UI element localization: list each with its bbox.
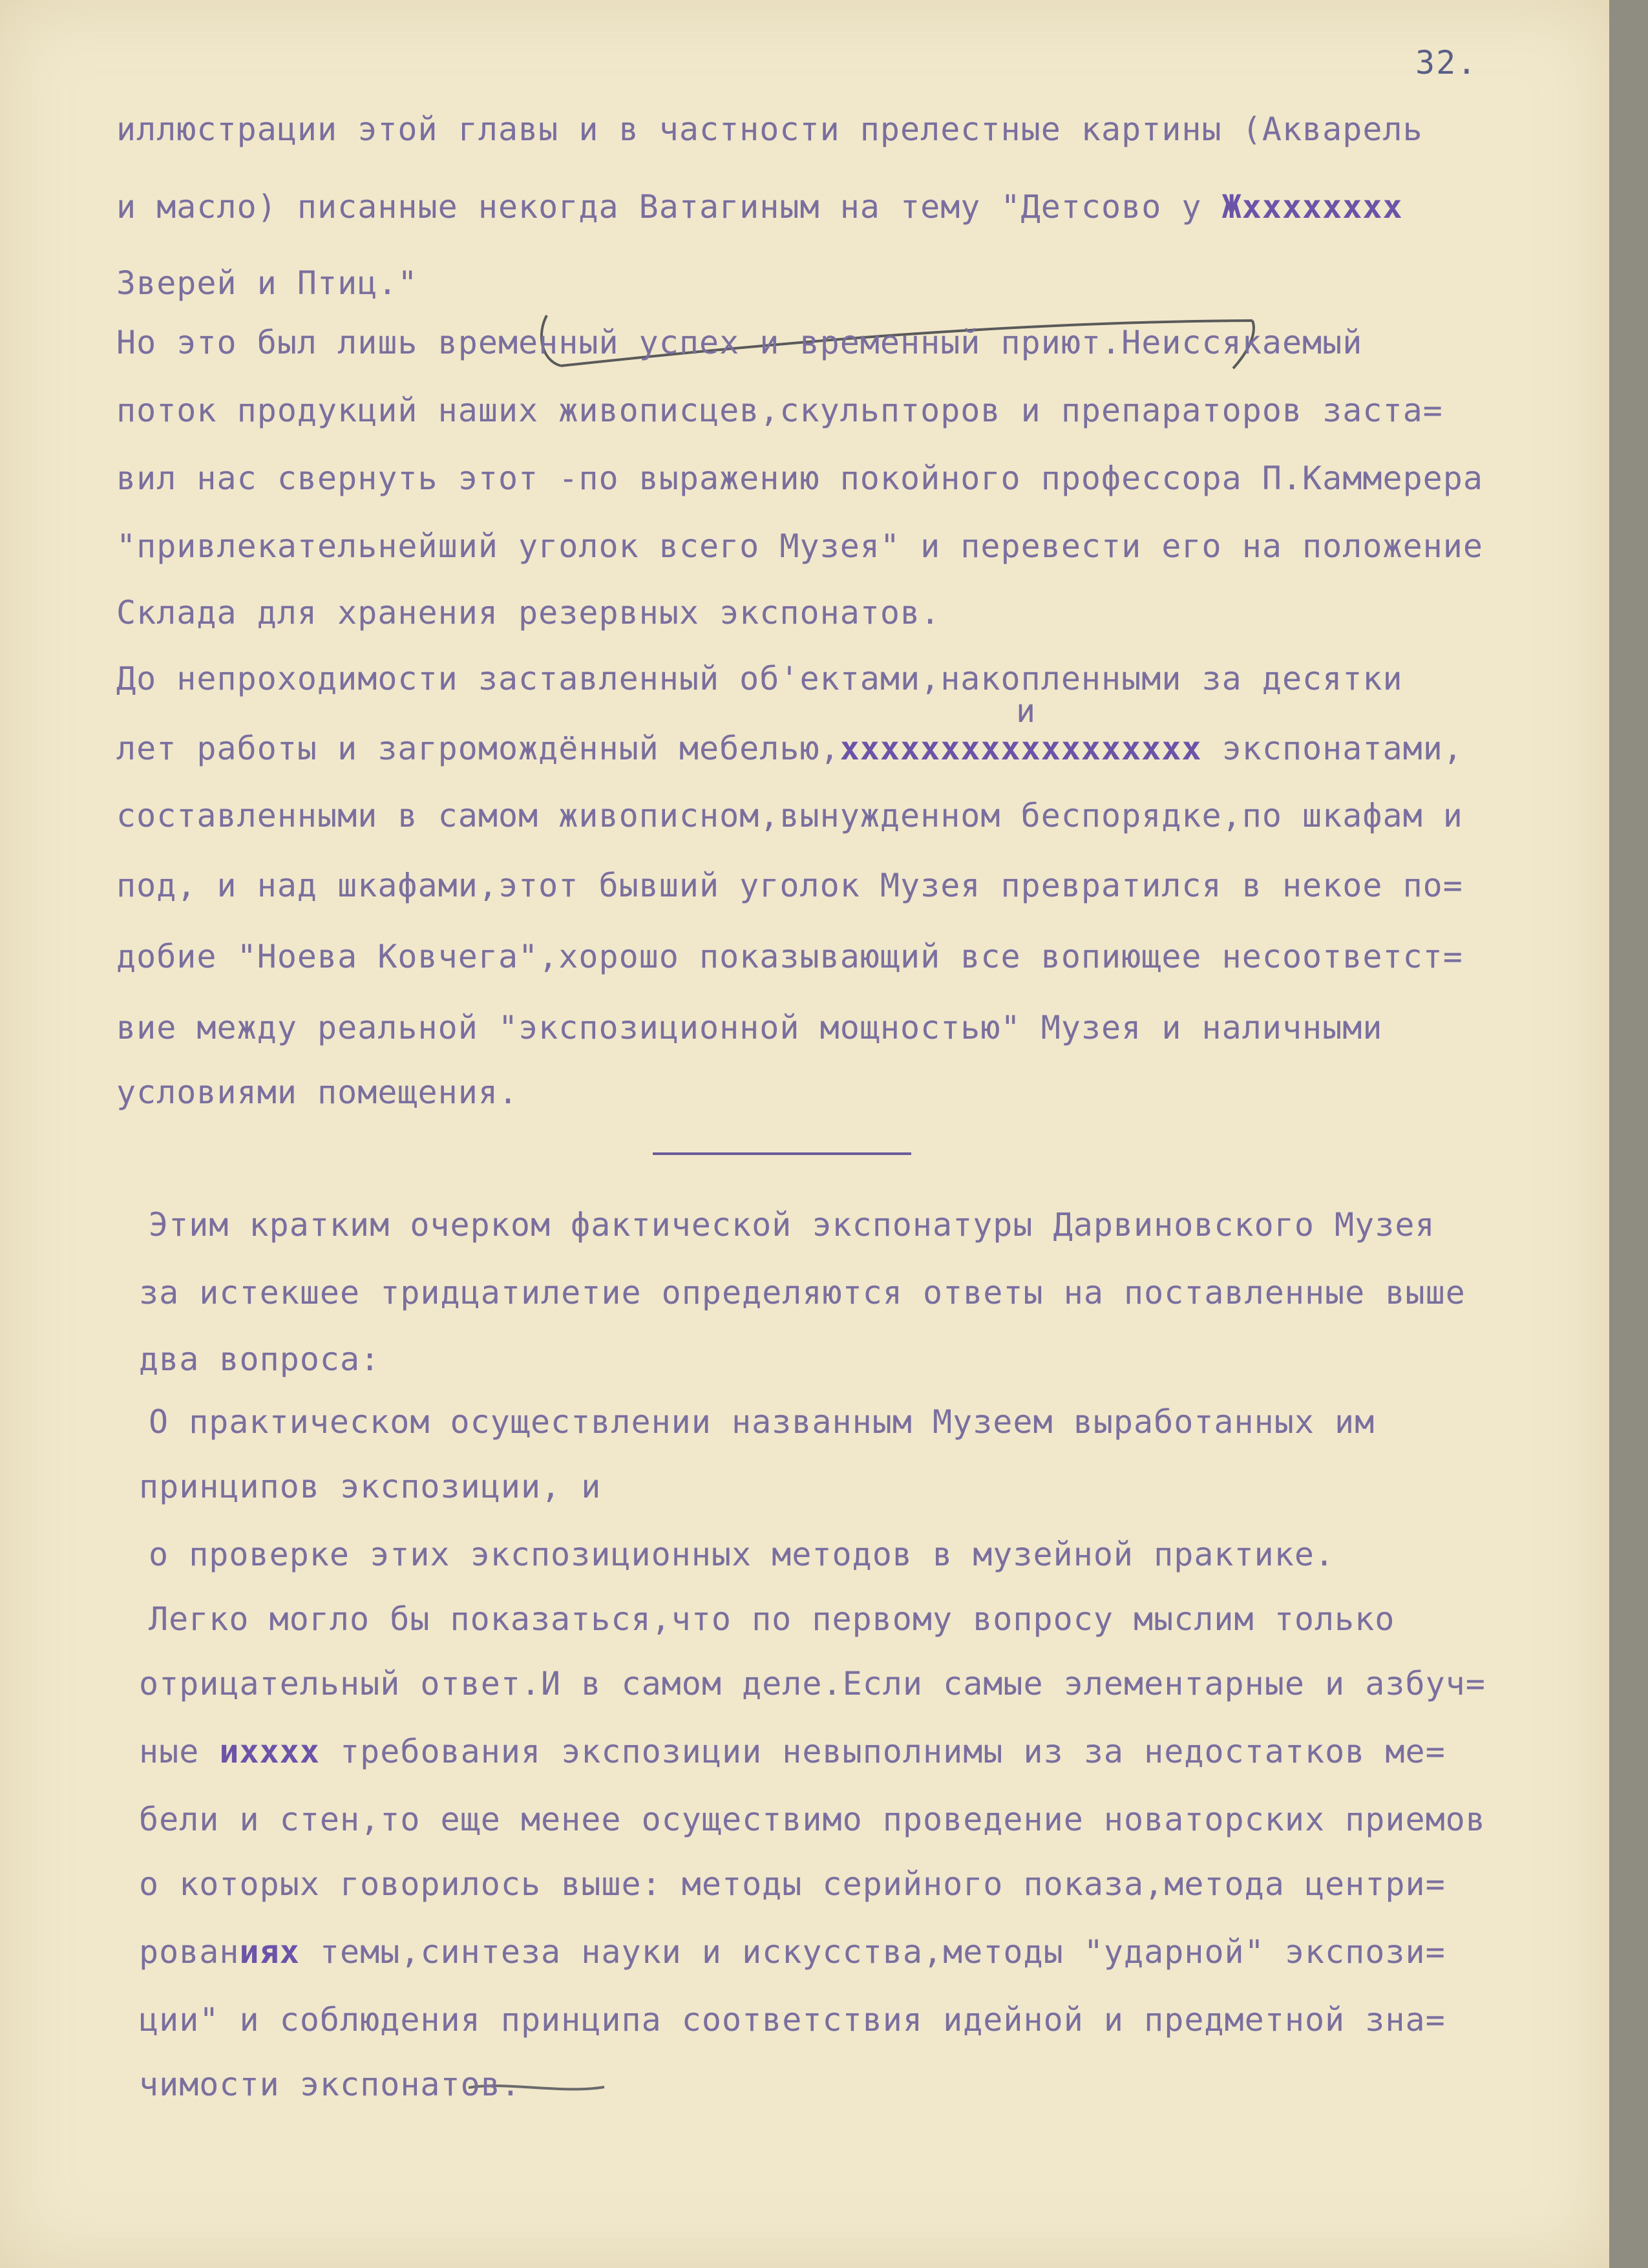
line-text: вил нас свернуть этот -по выражению покойного профессора П.Каммерера — [116, 460, 1483, 497]
section-divider — [653, 1152, 911, 1155]
line-text: рован — [139, 1933, 240, 1971]
text-line — [149, 1535, 1335, 1574]
line-text: поток продукций наших живописцев,скульпторов и препараторов заста= — [116, 392, 1443, 429]
line-text: требования экспозиции невыполнимы из за недостатков ме= — [319, 1733, 1446, 1770]
text-line — [116, 459, 1483, 498]
text-line — [149, 1600, 1395, 1638]
line-text: Склада для хранения резервных экспонатов. — [116, 594, 941, 631]
line-text: ции" и соблюдения принципа соответствия идейной и предметной зна= — [139, 2001, 1446, 2039]
line-text: экспонатами, — [1201, 730, 1463, 767]
line-text: и масло) писанные некогда Ватагиным на тему "Детсово у — [116, 188, 1222, 226]
line-text: под, и над шкафами,этот бывший уголок Музея превратился в некое по= — [116, 867, 1463, 904]
text-line — [139, 1800, 1486, 1839]
text-line — [116, 1008, 1382, 1047]
struck-through-text: Жхххххххх — [1221, 188, 1403, 226]
page-number: 32. — [1415, 44, 1478, 81]
text-line — [116, 187, 1403, 226]
line-text: бели и стен,то еще менее осуществимо проведение новаторских приемов — [139, 1801, 1486, 1838]
line-text: добие "Ноева Ковчега",хорошо показывающий все вопиющее несоответст= — [116, 938, 1463, 975]
text-line — [116, 796, 1463, 835]
line-text: чимости экспонатов. — [139, 2066, 521, 2103]
text-line — [116, 1073, 518, 1112]
line-text: Зверей и Птиц." — [116, 264, 418, 302]
line-text: отрицательный ответ.И в самом деле.Если самые элементарные и азбуч= — [139, 1665, 1486, 1702]
text-line — [139, 2000, 1446, 2039]
line-text: о проверке этих экспозиционных методов в музейной практике. — [149, 1536, 1335, 1573]
text-line — [139, 1933, 1446, 1971]
text-line — [139, 1664, 1486, 1703]
line-text: "привлекательнейший уголок всего Музея" и перевести его на положение — [116, 527, 1483, 565]
struck-through-text: ихххх — [219, 1733, 320, 1770]
line-text: принципов экспозиции, и — [139, 1468, 602, 1505]
text-line — [139, 1467, 601, 1506]
line-text: ные — [139, 1733, 220, 1770]
line-text: о которых говорилось выше: методы серийного показа,метода центри= — [139, 1865, 1446, 1903]
text-line — [116, 729, 1463, 768]
line-text: темы,синтеза науки и искусства,методы "ударной" экспози= — [299, 1933, 1446, 1971]
struck-through-text: иях — [239, 1933, 300, 1971]
text-line — [116, 593, 940, 632]
text-line — [116, 391, 1443, 430]
text-line — [116, 527, 1483, 566]
line-text: До непроходимости заставленный об'ектами,накопленными за десятки — [116, 660, 1403, 697]
text-line — [149, 1205, 1435, 1244]
text-line — [139, 1865, 1446, 1903]
line-text: лет работы и загромождённый мебелью, — [116, 730, 840, 767]
line-text: иллюстрации этой главы и в частности прелестные картины (Акварель — [116, 111, 1423, 148]
line-text: вие между реальной "экспозиционной мощностью" Музея и наличными — [116, 1009, 1383, 1046]
line-text: Но это был лишь временный успех и временный приют.Неиссякаемый — [116, 324, 1363, 361]
line-text: два вопроса: — [139, 1341, 381, 1378]
text-line — [116, 264, 418, 302]
struck-through-text: хххххххххххххххххх — [840, 730, 1202, 767]
interlinear-insert: и — [1016, 692, 1037, 730]
text-line — [116, 659, 1403, 698]
text-line — [139, 2065, 521, 2104]
line-text: составленными в самом живописном,вынужденном беспорядке,по шкафам и — [116, 797, 1463, 834]
line-text: Легко могло бы показаться,что по первому вопросу мыслим только — [149, 1600, 1395, 1638]
line-text: О практическом осуществлении названным Музеем выработанных им — [149, 1403, 1375, 1441]
text-line — [116, 323, 1362, 362]
text-line — [116, 110, 1423, 149]
text-line — [139, 1732, 1446, 1771]
text-line — [139, 1273, 1466, 1312]
line-text: Этим кратким очерком фактической экспонатуры Дарвиновского Музея — [149, 1206, 1435, 1244]
text-line — [116, 866, 1463, 905]
text-line — [139, 1340, 380, 1379]
line-text: условиями помещения. — [116, 1074, 519, 1111]
text-line — [149, 1403, 1375, 1441]
scan-background-edge — [1609, 0, 1648, 2268]
line-text: за истекшее тридцатилетие определяются ответы на поставленные выше — [139, 1274, 1466, 1311]
text-line — [116, 937, 1463, 976]
